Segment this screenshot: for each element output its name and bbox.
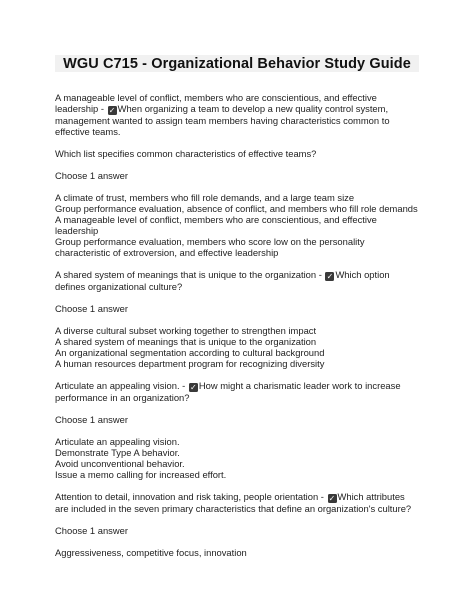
q4-question-text: Which attributes [337,491,405,502]
checkmark-icon: ✓ [108,106,116,115]
q3-option: Demonstrate Type A behavior. [55,447,180,458]
q1-prompt: Which list specifies common characteristics of effective teams? [55,148,317,159]
q1-option: A climate of trust, members who fill role demands, and a large team size [55,192,355,203]
q3-option: Issue a memo calling for increased effort. [55,469,227,480]
q4-option: Aggressiveness, competitive focus, innovation [55,547,247,558]
q1-option: characteristic of extroversion, and effective leadership [55,247,279,258]
q3-question-line: performance in an organization? [55,392,190,403]
q3-answer-and-question [55,380,419,403]
q1-question-line: management wanted to assign team members having characteristics common to [55,115,390,126]
q2-answer: A shared system of meanings that is unique to the organization - [55,269,325,280]
q1-question-line: effective teams. [55,126,121,137]
q3-option: Articulate an appealing vision. [55,436,180,447]
q2-option: A human resources department program for recognizing diversity [55,358,325,369]
q1-question-text: When organizing a team to develop a new quality control system, [117,103,389,114]
q1-option: leadership [55,225,99,236]
checkmark-icon: ✓ [328,494,336,503]
q1-option: Group performance evaluation, members who score low on the personality [55,236,365,247]
q1-option: A manageable level of conflict, members who are conscientious, and effective [55,214,377,225]
q3-question-text: How might a charismatic leader work to increase [198,380,401,391]
q4-question-line: are included in the seven primary characteristics that define an organization's culture? [55,503,412,514]
q2-question-text: Which option [335,269,390,280]
q1-options [55,192,419,258]
page-title: WGU C715 - Organizational Behavior Study Guide [63,55,411,72]
q1-choose-label: Choose 1 answer [55,170,128,181]
q1-answer-and-question [55,92,419,137]
q1-answer-tail: leadership - [55,103,107,114]
q2-options [55,325,419,369]
q2-option: A shared system of meanings that is unique to the organization [55,336,317,347]
checkmark-icon: ✓ [326,272,334,281]
q2-choose-label: Choose 1 answer [55,303,128,314]
title-bar [55,55,419,72]
q4-options [55,547,419,558]
q2-answer-and-question [55,269,419,292]
q4-choose-label: Choose 1 answer [55,525,128,536]
q2-question-line: defines organizational culture? [55,281,183,292]
q1-option: Group performance evaluation, absence of conflict, and members who fill role demands [55,203,418,214]
q3-options [55,436,419,480]
q1-answer-line: A manageable level of conflict, members who are conscientious, and effective [55,92,377,103]
q4-answer: Attention to detail, innovation and risk taking, people orientation - [55,491,327,502]
q3-answer: Articulate an appealing vision. - [55,380,188,391]
q3-option: Avoid unconventional behavior. [55,458,185,469]
document-body [55,92,419,569]
q3-choose-label: Choose 1 answer [55,414,128,425]
q2-option: An organizational segmentation according to cultural background [55,347,325,358]
q2-option: A diverse cultural subset working together to strengthen impact [55,325,317,336]
q4-answer-and-question [55,491,419,514]
checkmark-icon: ✓ [190,383,197,392]
